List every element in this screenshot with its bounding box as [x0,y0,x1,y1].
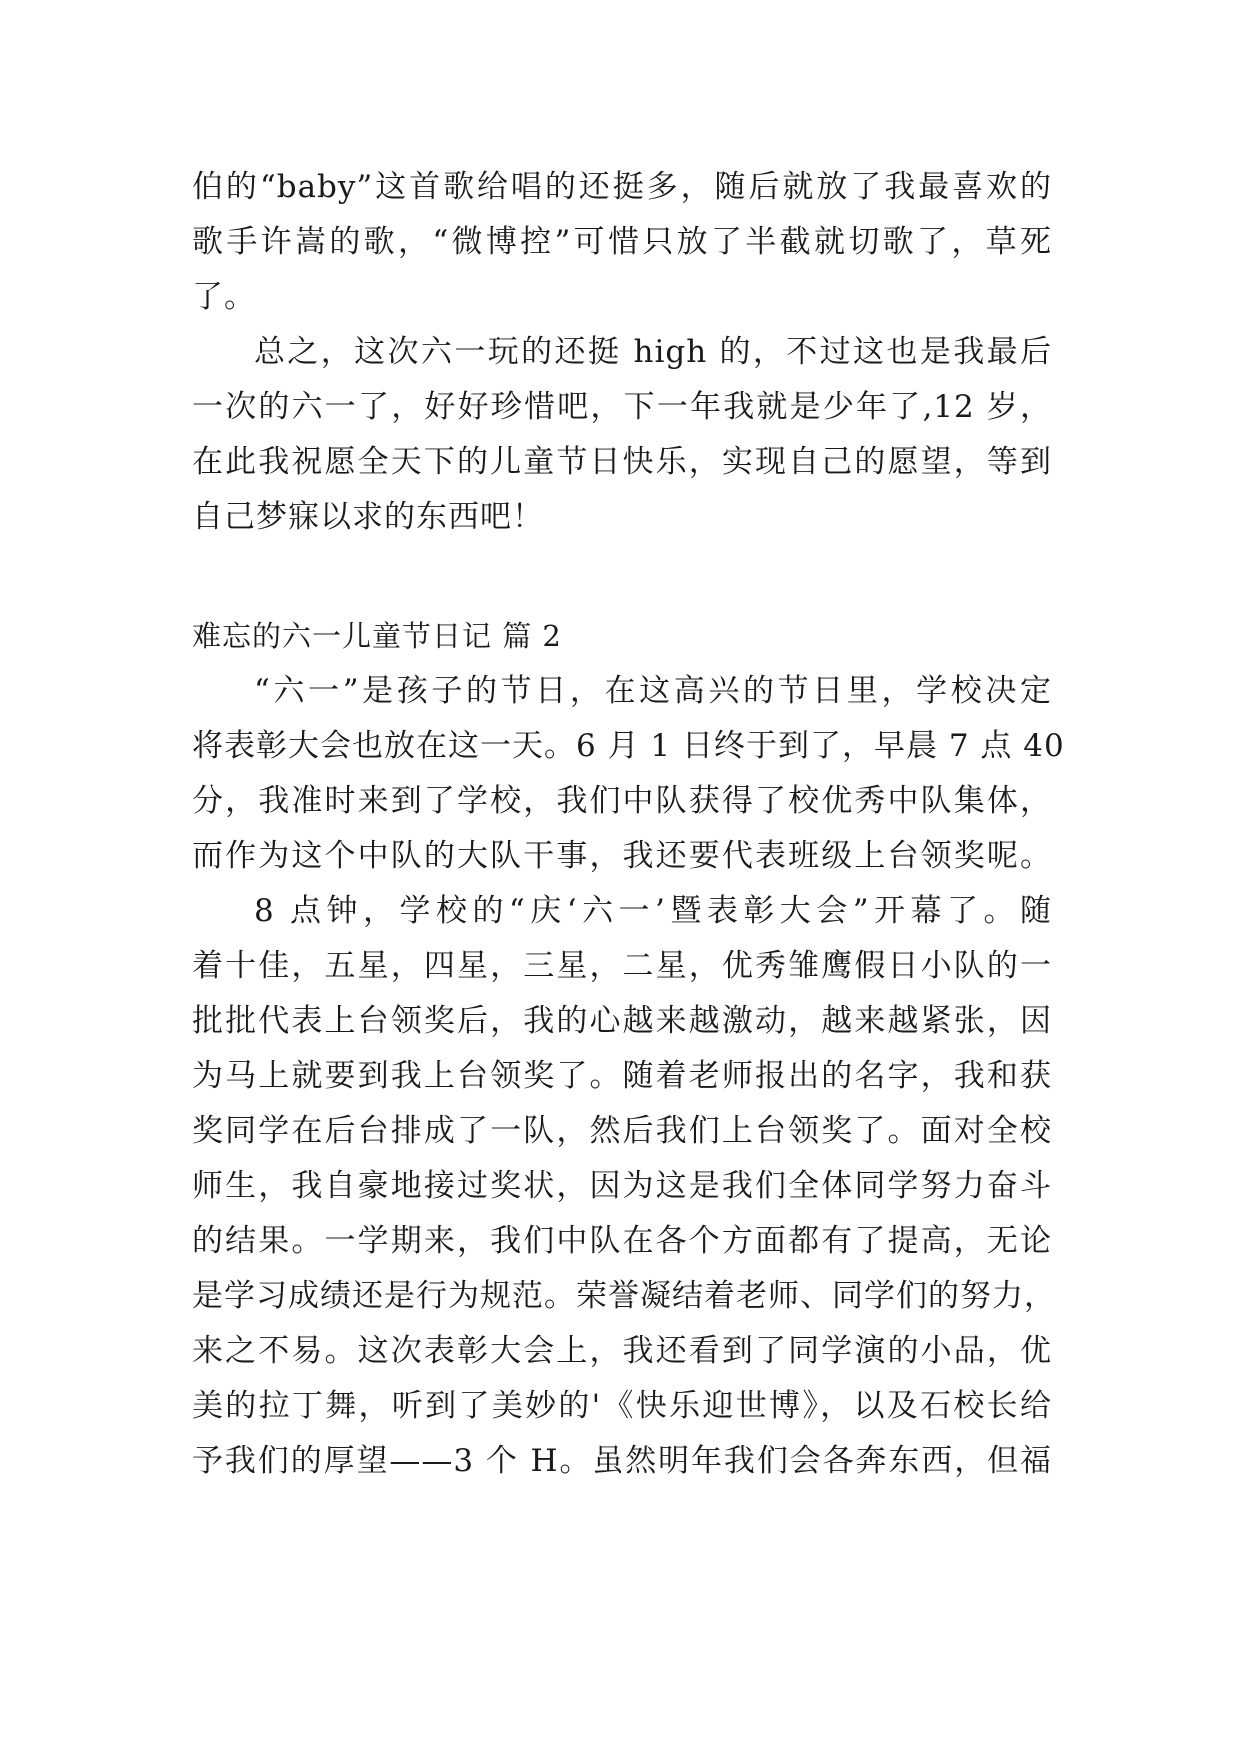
text-line: 师生，我自豪地接过奖状，因为这是我们全体同学努力奋斗 [192,1168,1052,1204]
section-heading: 难忘的六一儿童节日记 篇 2 [192,619,562,653]
text-line: 伯的“baby”这首歌给唱的还挺多，随后就放了我最喜欢的 [192,169,1052,205]
text-line: 在此我祝愿全天下的儿童节日快乐，实现自己的愿望，等到 [192,444,1052,480]
text-line: 奖同学在后台排成了一队，然后我们上台领奖了。面对全校 [192,1113,1052,1149]
paragraph-4 [192,884,1056,1489]
text-line: 而作为这个中队的大队干事，我还要代表班级上台领奖呢。 [192,838,1052,874]
text-line: 分，我准时来到了学校，我们中队获得了校优秀中队集体， [192,783,1052,819]
document-page [192,160,1065,1489]
text-line: 将表彰大会也放在这一天。6 月 1 日终于到了，早晨 7 点 40 [192,728,1065,764]
text-line: 批批代表上台领奖后，我的心越来越激动，越来越紧张，因 [192,1003,1052,1039]
text-line: 美的拉丁舞，听到了美妙的'《快乐迎世博》，以及石校长给 [192,1388,1052,1424]
text-line: 总之，这次六一玩的还挺 high 的，不过这也是我最后 [254,334,1052,370]
paragraph-2 [192,325,1052,545]
text-line: 8 点钟，学校的“庆‘六一’暨表彰大会”开幕了。随 [254,893,1052,929]
text-line: 的结果。一学期来，我们中队在各个方面都有了提高，无论 [192,1223,1052,1259]
section-gap [192,545,1052,609]
text-line: 歌手许嵩的歌，“微博控”可惜只放了半截就切歌了，草死 [192,224,1052,260]
text-line: 了。 [192,279,256,315]
text-line: 来之不易。这次表彰大会上，我还看到了同学演的小品，优 [192,1333,1052,1369]
paragraph-3 [192,664,1065,884]
text-line: 是学习成绩还是行为规范。荣誉凝结着老师、同学们的努力， [192,1278,1056,1314]
text-line: 为马上就要到我上台领奖了。随着老师报出的名字，我和获 [192,1058,1052,1094]
text-line: 予我们的厚望——3 个 H。虽然明年我们会各奔东西，但福 [192,1443,1052,1479]
paragraph-1 [192,160,1052,325]
text-line: 自己梦寐以求的东西吧！ [192,499,544,535]
text-line: 一次的六一了，好好珍惜吧，下一年我就是少年了,12 岁， [192,389,1052,425]
text-line: 着十佳，五星，四星，三星，二星，优秀雏鹰假日小队的一 [192,948,1052,984]
text-line: “六一”是孩子的节日，在这高兴的节日里，学校决定 [254,673,1052,709]
